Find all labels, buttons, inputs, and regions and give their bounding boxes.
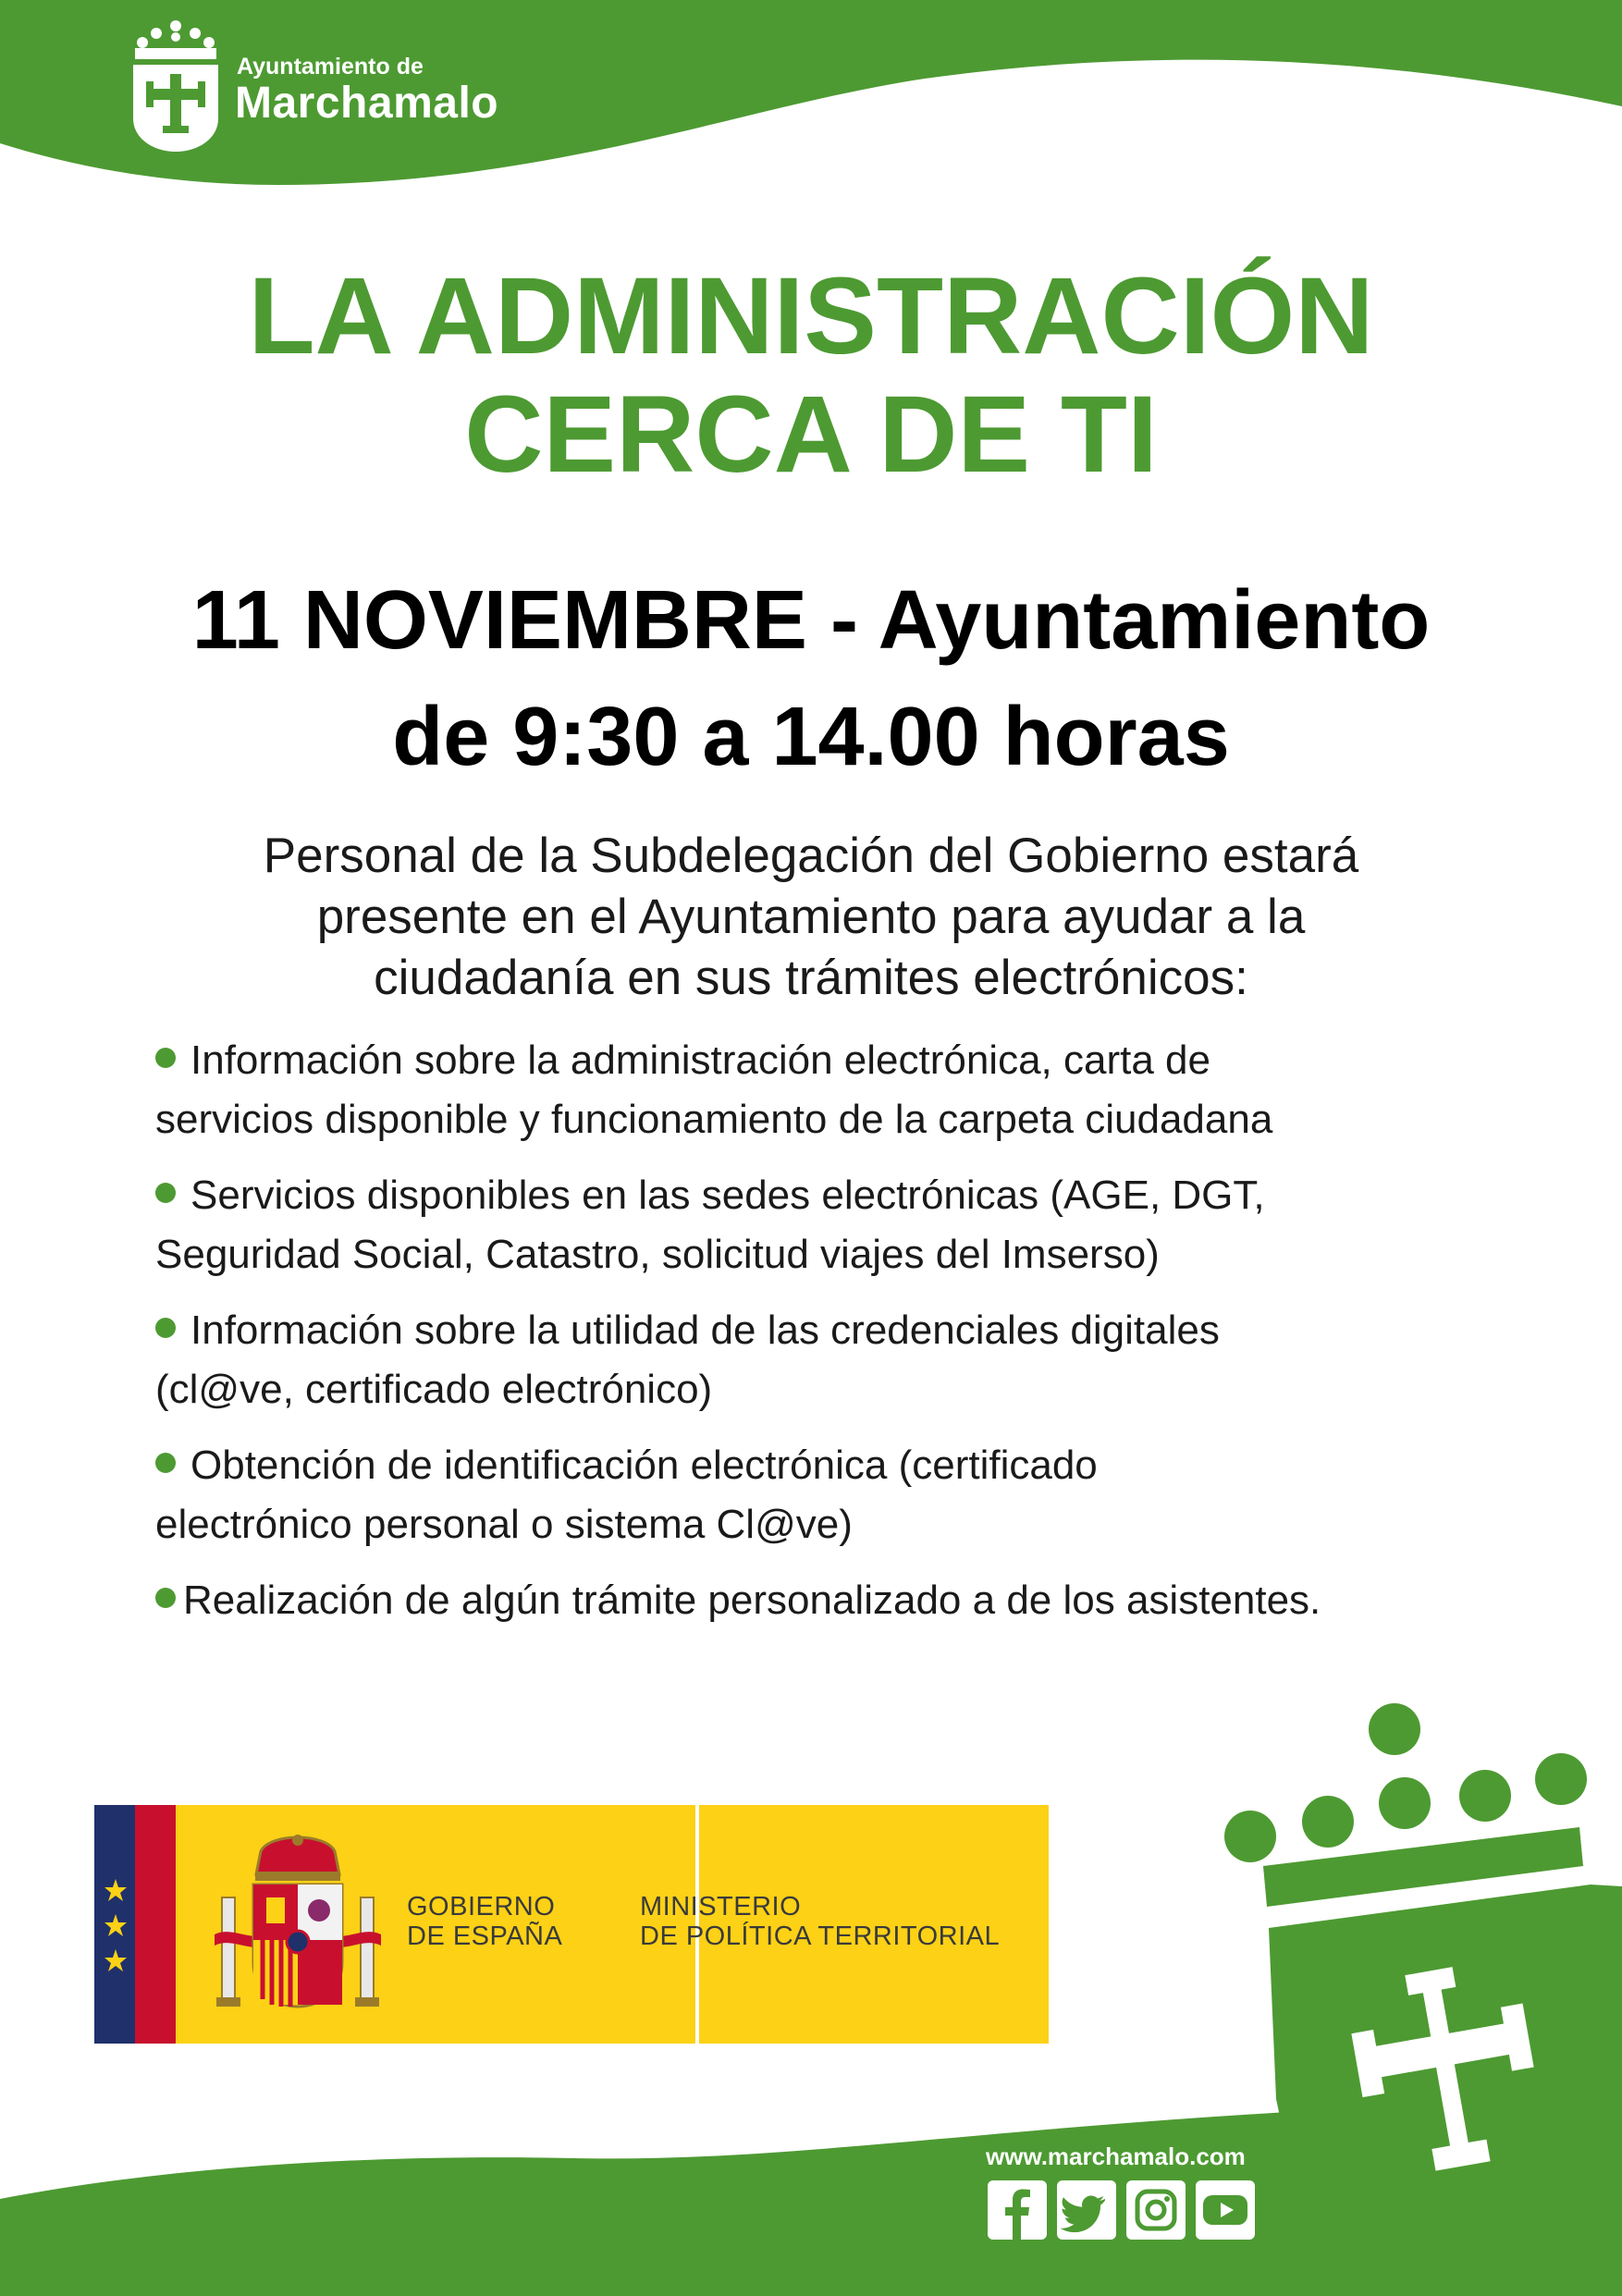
stars-icon: [102, 1805, 129, 2044]
government-name-line-2: DE ESPAÑA: [407, 1922, 563, 1951]
title-line-2: CERCA DE TI: [464, 374, 1158, 496]
facebook-icon[interactable]: [988, 2180, 1047, 2240]
ministry-name-line-2: DE POLÍTICA TERRITORIAL: [640, 1922, 1001, 1951]
government-name-line-1: GOBIERNO: [407, 1892, 556, 1922]
event-time: de 9:30 a 14.00 horas: [392, 691, 1230, 783]
list-item: [155, 1301, 1468, 1419]
list-item-text: Servicios disponibles en las sedes electrónicas (AGE, DGT,: [190, 1173, 1265, 1218]
bullet-icon: [155, 1048, 176, 1068]
intro-line-3: ciudadanía en sus trámites electrónicos:: [374, 951, 1248, 1005]
bullet-icon: [155, 1588, 176, 1608]
title-line-1: LA ADMINISTRACIÓN: [248, 255, 1374, 377]
list-item-text: Información sobre la administración electrónica, carta de: [190, 1037, 1210, 1083]
website-link[interactable]: www.marchamalo.com: [986, 2143, 1246, 2170]
event-date-place: 11 NOVIEMBRE - Ayuntamiento: [191, 574, 1431, 667]
bullet-icon: [155, 1453, 176, 1473]
event-details: [0, 562, 1622, 795]
bullet-icon: [155, 1318, 176, 1338]
logo-title: Marchamalo: [235, 79, 499, 128]
social-links: [988, 2180, 1265, 2245]
poster-title: [0, 257, 1622, 494]
intro-paragraph: [0, 826, 1622, 1009]
intro-line-2: presente en el Ayuntamiento para ayudar a la: [316, 890, 1306, 944]
list-item-text: Seguridad Social, Catastro, solicitud viajes del Imserso): [155, 1232, 1160, 1277]
logo-subtitle: Ayuntamiento de: [237, 54, 424, 80]
list-item: [155, 1571, 1468, 1630]
ministry-name-line-1: MINISTERIO: [640, 1892, 802, 1922]
spain-flag-stripe: [135, 1805, 176, 2044]
youtube-icon[interactable]: [1196, 2180, 1255, 2240]
list-item-text: servicios disponible y funcionamiento de la carpeta ciudadana: [155, 1097, 1273, 1142]
list-item: [155, 1436, 1468, 1554]
list-item-text: Información sobre la utilidad de las credenciales digitales: [190, 1308, 1220, 1353]
list-item-text: Obtención de identificación electrónica (certificado: [190, 1443, 1098, 1488]
government-logo: [94, 1805, 1049, 2044]
list-item: [155, 1031, 1468, 1149]
marchamalo-emblem-icon: [1202, 1701, 1622, 2275]
bullet-icon: [155, 1183, 176, 1203]
list-item-text: electrónico personal o sistema Cl@ve): [155, 1502, 853, 1547]
marchamalo-shield-logo[interactable]: [129, 17, 222, 153]
twitter-icon[interactable]: [1057, 2180, 1116, 2240]
list-item: [155, 1166, 1468, 1284]
services-list: [155, 1031, 1468, 1647]
coat-of-arms-icon: [215, 1833, 381, 2018]
list-item-text: (cl@ve, certificado electrónico): [155, 1367, 713, 1412]
list-item-text: Realización de algún trámite personalizado a de los asistentes.: [183, 1578, 1321, 1623]
intro-line-1: Personal de la Subdelegación del Gobierno estará: [263, 829, 1359, 883]
instagram-icon[interactable]: [1126, 2180, 1186, 2240]
